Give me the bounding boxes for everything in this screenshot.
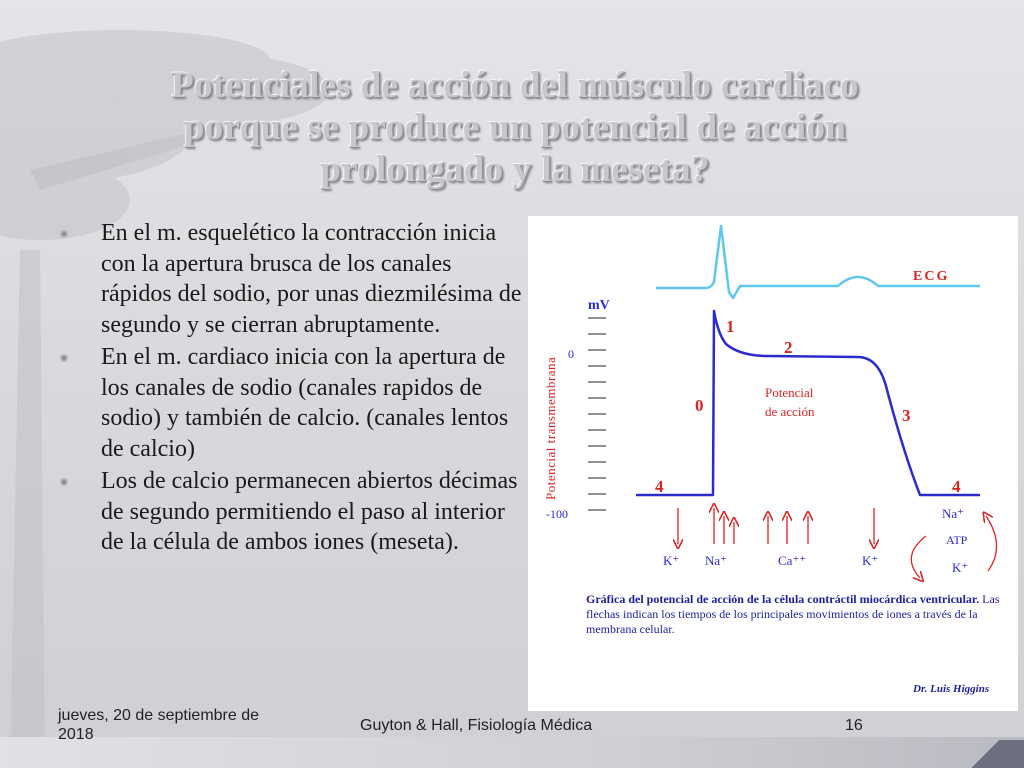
ion-label-k-out-2: K⁺ [862, 553, 879, 568]
footer-reference: Guyton & Hall, Fisiología Médica [360, 717, 593, 734]
bullet-dot-icon [60, 478, 68, 486]
pump-label-k: K⁺ [952, 560, 969, 575]
phase-label-4-left: 4 [655, 477, 664, 496]
slide-title [60, 65, 970, 191]
ion-label-na-in: Na⁺ [705, 553, 728, 568]
ion-label-k-out: K⁺ [663, 553, 680, 568]
pump-label-na: Na⁺ [942, 506, 965, 521]
bullet-item [58, 342, 528, 464]
bullet-dot-icon [60, 230, 68, 238]
figure-author: Dr. Luis Higgins [913, 683, 990, 695]
figure-caption-text: Las flechas indican los tiempos de los principales movimientos de iones a través de la membrana celular. [586, 592, 1000, 636]
ecg-label: ECG [913, 269, 950, 284]
footer-page-number: 16 [845, 717, 863, 734]
ion-flow-arrows [678, 508, 874, 544]
ecg-trace [656, 226, 980, 298]
title-line-1: Potenciales de acción del músculo cardiaco [171, 64, 859, 106]
phase-label-2: 2 [784, 338, 793, 357]
title-line-3: prolongado y la meseta? [320, 148, 710, 190]
bullet-item [58, 466, 528, 558]
bullet-item [58, 218, 528, 340]
bullet-text: Los de calcio permanecen abiertos décimas de segundo permitiendo el paso al interior de la célula de ambos iones (meseta). [101, 468, 518, 555]
phase-label-3: 3 [902, 406, 911, 425]
y-tick-minus-100: -100 [546, 507, 568, 521]
footer-date: jueves, 20 de septiembre de 2018 [58, 707, 260, 743]
y-axis-ticks [588, 318, 606, 510]
bullet-list [58, 218, 528, 560]
title-line-2: porque se produce un potencial de acción [183, 106, 847, 148]
action-potential-diagram [528, 216, 1018, 711]
bullet-text: En el m. esquelético la contracción inicia con la apertura brusca de los canales rápidos del sodio, por unas diezmilésima de segundo y se cierran abruptamente. [101, 220, 522, 338]
pump-label-atp: ATP [946, 533, 968, 547]
y-tick-zero: 0 [568, 347, 574, 361]
curve-label-line-1: Potencial [765, 385, 814, 400]
ion-label-ca-in: Ca⁺⁺ [778, 553, 807, 568]
action-potential-curve [636, 311, 980, 495]
bullet-text: En el m. cardiaco inicia con la apertura de los canales de sodio (canales rapidos de sodio) y también de calcio. (canales lentos de calcio) [101, 344, 509, 462]
action-potential-figure [528, 216, 1018, 711]
figure-caption-bold: Gráfica del potencial de acción de la célula contráctil miocárdica ventricular. [586, 592, 980, 606]
phase-label-4-right: 4 [952, 477, 961, 496]
bullet-dot-icon [60, 354, 68, 362]
curve-label-line-2: de acción [765, 404, 815, 419]
y-unit-label: mV [588, 298, 610, 313]
figure-caption [586, 592, 1006, 637]
phase-label-0: 0 [695, 396, 704, 415]
phase-label-1: 1 [726, 317, 735, 336]
y-axis-label: Potencial transmembrana [543, 356, 558, 500]
footer-accent-decoration [964, 740, 1024, 768]
